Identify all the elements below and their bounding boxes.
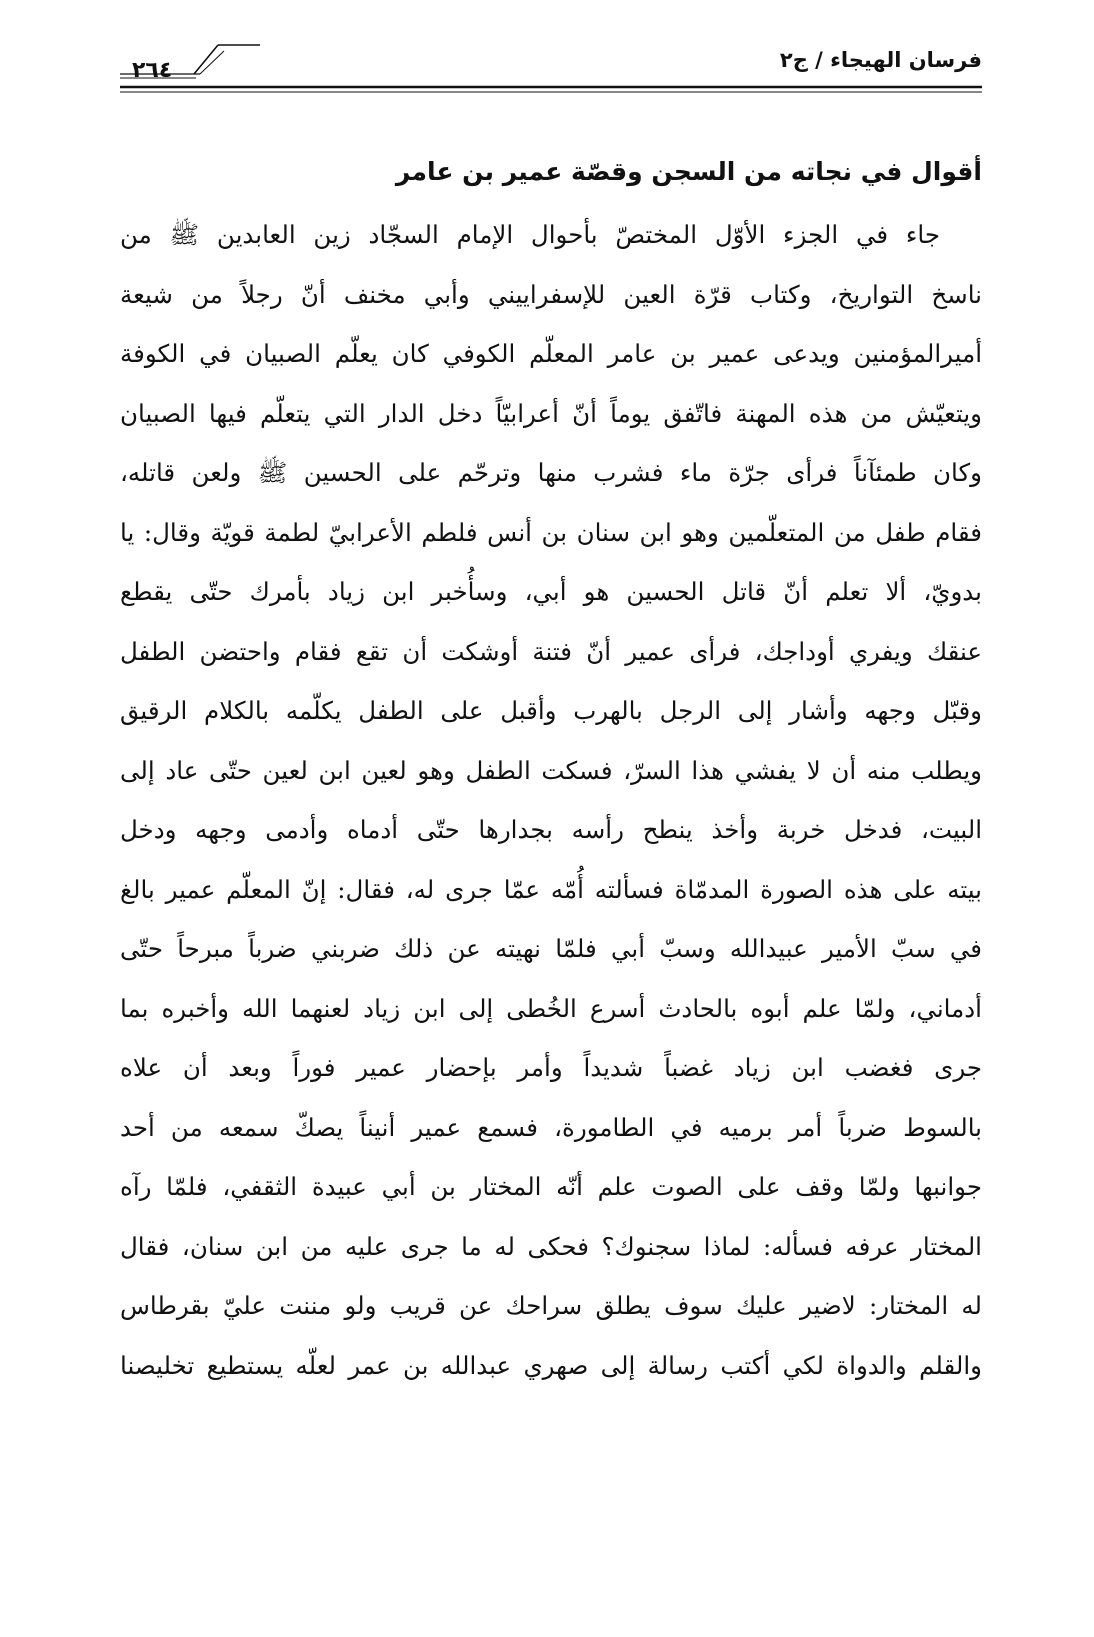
text-line: له المختار: لاضير عليك سوف يطلق سراحك عن قريب ولو مننت عليّ بقرطاس xyxy=(120,1291,982,1320)
text-line: أميرالمؤمنين ويدعى عمير بن عامر المعلّم الكوفي كان يعلّم الصبيان في الكوفة xyxy=(120,339,982,368)
text-line: ويطلب منه أن لا يفشي هذا السرّ، فسكت الطفل وهو لعين ابن لعين حتّى عاد إلى xyxy=(120,755,982,785)
text-line: المختار عرفه فسأله: لماذا سجنوك؟ فحكى له ما جرى عليه من ابن سنان، فقال xyxy=(120,1231,982,1261)
text-line: ناسخ التواريخ، وكتاب قرّة العين للإسفراييني وأبي مخنف أنّ رجلاً من شيعة xyxy=(120,279,982,309)
page-header xyxy=(120,40,982,96)
page-number: ٢٦٤ xyxy=(132,58,173,83)
text-line: فقام طفل من المتعلّمين وهو ابن سنان بن أنس فلطم الأعرابيّ لطمة قويّة وقال: يا xyxy=(120,517,982,547)
text-line: عنقك ويفري أوداجك، فرأى عمير أنّ فتنة أوشكت أن تقع فقام واحتضن الطفل xyxy=(120,636,982,666)
text-line: بالسوط ضرباً أمر برميه في الطامورة، فسمع عمير أنيناً يصكّ سمعه من أحد xyxy=(120,1112,982,1142)
text-line: البيت، فدخل خربة وأخذ ينطح رأسه بجدارها حتّى أدماه وأدمى وجهه ودخل xyxy=(120,815,982,844)
text-line: والقلم والدواة لكي أكتب رسالة إلى صهري عبدالله بن عمر لعلّه يستطيع تخليصنا xyxy=(120,1350,982,1380)
text-line: جوانبها ولمّا وقف على الصوت علم أنّه المختار بن أبي عبيدة الثقفي، فلمّا رآه xyxy=(120,1172,982,1201)
text-line: وكان طمئآناً فرأى جرّة ماء فشرب منها وترحّم على الحسين ﷺ ولعن قاتله، xyxy=(120,458,982,487)
text-line: جاء في الجزء الأوّل المختصّ بأحوال الإمام السجّاد زين العابدين ﷺ من xyxy=(120,220,940,249)
text-line: وقبّل وجهه وأشار إلى الرجل بالهرب وأقبل على الطفل يكلّمه بالكلام الرقيق xyxy=(120,696,982,725)
text-line: ويتعيّش من هذه المهنة فاتّفق يوماً أنّ أعرابيّاً دخل الدار التي يتعلّم فيها الصبيان xyxy=(120,398,982,428)
text-line: أدماني، ولمّا علم أبوه بالحادث أسرع الخُطى إلى ابن زياد لعنهما الله وأخبره بما xyxy=(120,993,982,1023)
text-line: في سبّ الأمير عبيدالله وسبّ أبي فلمّا نهيته عن ذلك ضربني ضرباً مبرحاً حتّى xyxy=(120,934,982,963)
section-heading: أقوال في نجاته من السجن وقصّة عمير بن عامر xyxy=(395,157,982,186)
text-line: بدويّ، ألا تعلم أنّ قاتل الحسين هو أبي، وسأُخبر ابن زياد بأمرك حتّى يقطع xyxy=(120,577,982,606)
body-paragraph xyxy=(120,205,982,1395)
text-line: بيته على هذه الصورة المدمّاة فسألته أُمّه عمّا جرى له، فقال: إنّ المعلّم عمير بالغ xyxy=(120,874,982,904)
running-header-title: فرسان الهيجاء / ج٢ xyxy=(779,48,982,72)
text-line: جرى فغضب ابن زياد غضباً شديداً وأمر بإحضار عمير فوراً وبعد أن علاه xyxy=(120,1053,982,1082)
